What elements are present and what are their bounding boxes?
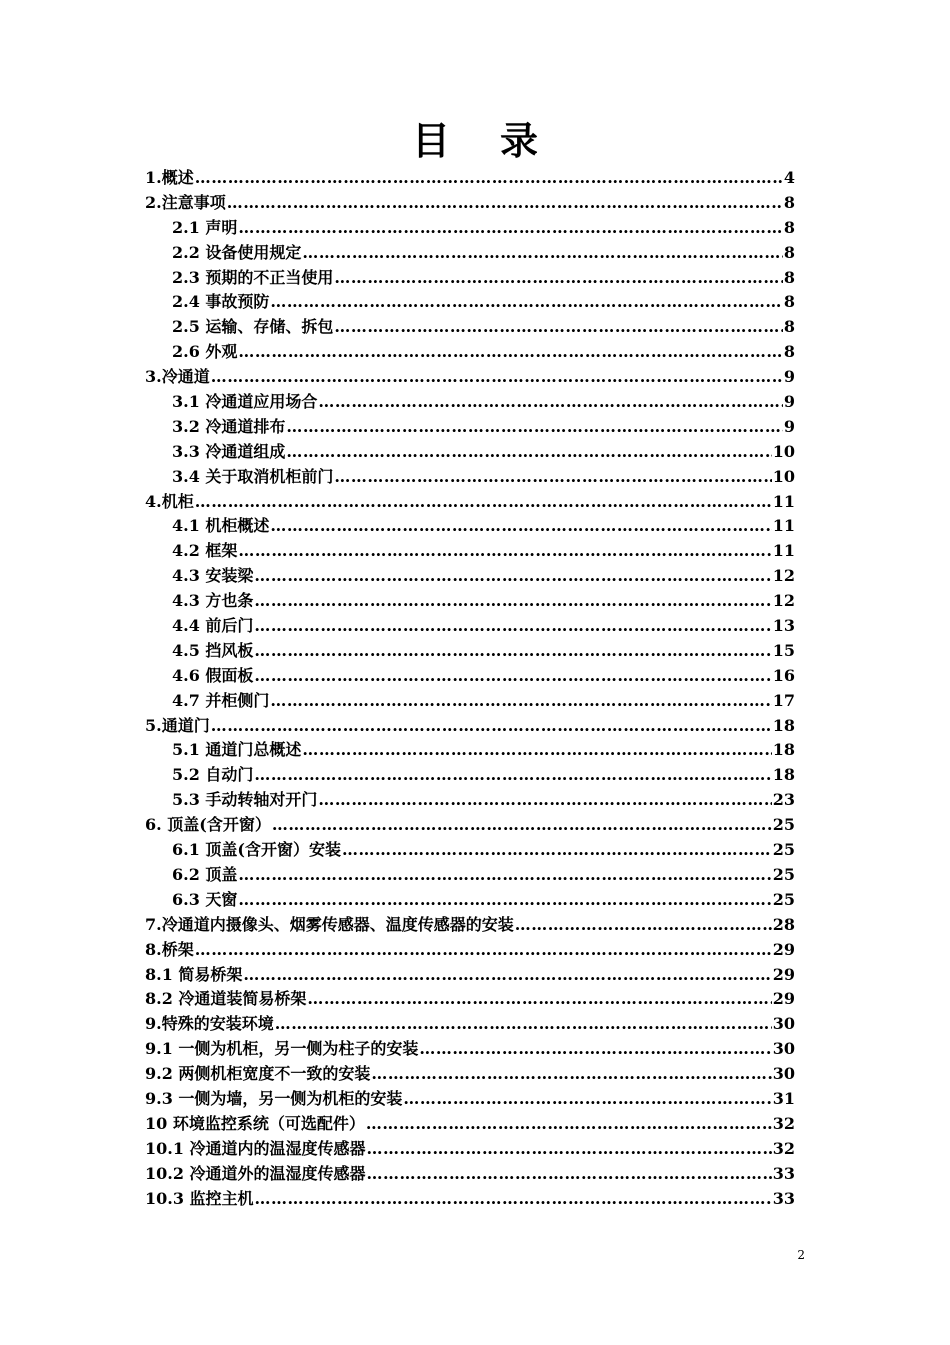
toc-leader-dots xyxy=(403,1087,771,1112)
toc-entry-page: 32 xyxy=(772,1138,795,1158)
toc-entry-label: 4.3 安装梁 xyxy=(172,566,254,586)
toc-leader-dots xyxy=(254,564,771,589)
toc-entry-page: 29 xyxy=(772,964,795,984)
toc-entry-label: 10 环境监控系统（可选配件） xyxy=(145,1113,365,1133)
toc-entry[interactable] xyxy=(145,863,795,888)
toc-entry[interactable] xyxy=(145,639,795,664)
page-title-char-1: 目 xyxy=(411,118,450,163)
toc-leader-dots xyxy=(334,266,782,291)
toc-entry-page: 10 xyxy=(772,441,795,461)
toc-leader-dots xyxy=(238,340,782,365)
toc-entry-page: 18 xyxy=(772,765,795,785)
toc-entry[interactable] xyxy=(145,365,795,390)
toc-entry-page: 8 xyxy=(783,242,795,262)
toc-entry-label: 4.7 并柜侧门 xyxy=(172,690,270,710)
toc-entry[interactable] xyxy=(145,1162,795,1187)
toc-entry-label: 2.5 运输、存储、拆包 xyxy=(172,317,334,337)
toc-entry-page: 12 xyxy=(772,591,795,611)
toc-entry-page: 28 xyxy=(772,914,795,934)
toc-leader-dots xyxy=(211,365,783,390)
toc-entry-label: 6.2 顶盖 xyxy=(172,864,238,884)
toc-leader-dots xyxy=(275,1012,772,1037)
toc-entry[interactable] xyxy=(145,390,795,415)
toc-entry[interactable] xyxy=(145,788,795,813)
toc-leader-dots xyxy=(318,788,771,813)
toc-leader-dots xyxy=(270,514,771,539)
toc-entry[interactable] xyxy=(145,938,795,963)
toc-entry-label: 6.3 天窗 xyxy=(172,889,238,909)
toc-entry[interactable] xyxy=(145,241,795,266)
toc-leader-dots xyxy=(419,1037,771,1062)
toc-entry-label: 9.1 一侧为机柜，另一侧为柱子的安装 xyxy=(145,1039,419,1059)
toc-entry-label: 6.1 顶盖(含开窗）安装 xyxy=(172,840,341,860)
toc-entry-page: 9 xyxy=(783,367,795,387)
toc-entry-page: 25 xyxy=(772,840,795,860)
toc-leader-dots xyxy=(195,490,772,515)
toc-entry-label: 10.3 监控主机 xyxy=(145,1188,254,1208)
toc-entry-label: 9.特殊的安装环境 xyxy=(145,1014,274,1034)
toc-entry-page: 25 xyxy=(772,815,795,835)
toc-entry-label: 10.1 冷通道内的温湿度传感器 xyxy=(145,1138,366,1158)
toc-entry-page: 23 xyxy=(772,790,795,810)
toc-entry[interactable] xyxy=(145,191,795,216)
toc-entry-label: 6. 顶盖(含开窗） xyxy=(145,815,271,835)
toc-entry-label: 3.1 冷通道应用场合 xyxy=(172,392,318,412)
toc-leader-dots xyxy=(211,714,772,739)
toc-entry-page: 12 xyxy=(772,566,795,586)
toc-entry[interactable] xyxy=(145,738,795,763)
toc-entry-page: 30 xyxy=(772,1064,795,1084)
toc-leader-dots xyxy=(238,539,771,564)
toc-entry[interactable] xyxy=(145,290,795,315)
toc-entry[interactable] xyxy=(145,514,795,539)
toc-entry[interactable] xyxy=(145,1062,795,1087)
toc-entry[interactable] xyxy=(145,838,795,863)
toc-entry-label: 2.4 事故预防 xyxy=(172,292,270,312)
toc-leader-dots xyxy=(254,614,771,639)
toc-entry-page: 8 xyxy=(783,192,795,212)
toc-entry[interactable] xyxy=(145,315,795,340)
toc-entry-page: 11 xyxy=(772,541,795,561)
toc-leader-dots xyxy=(367,1162,772,1187)
toc-entry[interactable] xyxy=(145,340,795,365)
toc-entry-page: 8 xyxy=(783,267,795,287)
toc-leader-dots xyxy=(342,838,772,863)
toc-entry-label: 4.4 前后门 xyxy=(172,616,254,636)
toc-entry[interactable] xyxy=(145,216,795,241)
toc-leader-dots xyxy=(307,987,771,1012)
toc-leader-dots xyxy=(515,913,772,938)
toc-entry-page: 9 xyxy=(783,416,795,436)
toc-leader-dots xyxy=(286,440,771,465)
toc-leader-dots xyxy=(366,1112,772,1137)
toc-entry-page: 18 xyxy=(772,740,795,760)
toc-entry-page: 29 xyxy=(772,989,795,1009)
toc-entry-label: 4.5 挡风板 xyxy=(172,640,254,660)
toc-entry[interactable] xyxy=(145,166,795,191)
toc-entry-label: 7.冷通道内摄像头、烟雾传感器、温度传感器的安装 xyxy=(145,914,514,934)
toc-entry-page: 18 xyxy=(772,715,795,735)
toc-leader-dots xyxy=(254,763,771,788)
toc-entry-page: 9 xyxy=(783,392,795,412)
toc-entry-page: 8 xyxy=(783,342,795,362)
toc-entry-label: 9.3 一侧为墙，另一侧为机柜的安装 xyxy=(145,1088,403,1108)
toc-entry[interactable] xyxy=(145,440,795,465)
toc-entry-page: 16 xyxy=(772,665,795,685)
toc-leader-dots xyxy=(318,390,782,415)
toc-leader-dots xyxy=(195,938,772,963)
toc-entry-label: 3.3 冷通道组成 xyxy=(172,441,286,461)
toc-entry-label: 10.2 冷通道外的温湿度传感器 xyxy=(145,1163,366,1183)
toc-entry-page: 31 xyxy=(772,1088,795,1108)
toc-leader-dots xyxy=(243,963,771,988)
toc-entry-label: 5.3 手动转轴对开门 xyxy=(172,790,318,810)
toc-entry-label: 5.1 通道门总概述 xyxy=(172,740,302,760)
toc-leader-dots xyxy=(270,689,771,714)
toc-entry-page: 4 xyxy=(783,168,795,187)
toc-entry-label: 5.通道门 xyxy=(145,715,210,735)
toc-entry-page: 30 xyxy=(772,1014,795,1034)
toc-leader-dots xyxy=(238,216,782,241)
toc-leader-dots xyxy=(254,589,771,614)
toc-entry[interactable] xyxy=(145,888,795,913)
toc-entry-label: 2.6 外观 xyxy=(172,342,238,362)
toc-entry-page: 11 xyxy=(772,491,795,511)
toc-leader-dots xyxy=(371,1062,771,1087)
toc-entry-label: 4.2 框架 xyxy=(172,541,238,561)
page-title-char-2: 录 xyxy=(500,118,539,163)
toc-entry[interactable] xyxy=(145,490,795,515)
toc-entry[interactable] xyxy=(145,1112,795,1137)
table-of-contents xyxy=(145,166,795,1211)
toc-entry-label: 8.1 简易桥架 xyxy=(145,964,243,984)
toc-leader-dots xyxy=(334,315,782,340)
toc-entry-page: 32 xyxy=(772,1113,795,1133)
toc-leader-dots xyxy=(367,1137,772,1162)
toc-entry-label: 1.概述 xyxy=(145,168,194,187)
toc-entry-label: 5.2 自动门 xyxy=(172,765,254,785)
toc-leader-dots xyxy=(238,888,771,913)
toc-entry-page: 25 xyxy=(772,864,795,884)
toc-entry[interactable] xyxy=(145,813,795,838)
toc-entry-label: 8.2 冷通道装简易桥架 xyxy=(145,989,307,1009)
toc-entry-page: 8 xyxy=(783,292,795,312)
toc-entry[interactable] xyxy=(145,266,795,291)
toc-leader-dots xyxy=(238,863,771,888)
toc-entry[interactable] xyxy=(145,465,795,490)
toc-entry-label: 3.4 关于取消机柜前门 xyxy=(172,466,334,486)
toc-entry-label: 4.6 假面板 xyxy=(172,665,254,685)
toc-entry-page: 17 xyxy=(772,690,795,710)
toc-entry[interactable] xyxy=(145,539,795,564)
toc-entry[interactable] xyxy=(145,714,795,739)
toc-entry[interactable] xyxy=(145,589,795,614)
toc-leader-dots xyxy=(302,738,771,763)
toc-entry-page: 13 xyxy=(772,616,795,636)
toc-leader-dots xyxy=(254,639,771,664)
toc-entry-label: 4.机柜 xyxy=(145,491,194,511)
toc-leader-dots xyxy=(286,415,782,440)
toc-leader-dots xyxy=(302,241,782,266)
toc-leader-dots xyxy=(270,290,782,315)
toc-entry[interactable] xyxy=(145,1037,795,1062)
toc-entry[interactable] xyxy=(145,689,795,714)
toc-entry[interactable] xyxy=(145,1012,795,1037)
toc-entry-label: 8.桥架 xyxy=(145,939,194,959)
toc-entry-label: 2.1 声明 xyxy=(172,217,238,237)
page-title xyxy=(0,118,950,164)
toc-entry-label: 3.2 冷通道排布 xyxy=(172,416,286,436)
toc-entry-label: 2.注意事项 xyxy=(145,192,226,212)
toc-entry[interactable] xyxy=(145,564,795,589)
toc-entry[interactable] xyxy=(145,1087,795,1112)
toc-entry-label: 4.1 机柜概述 xyxy=(172,516,270,536)
toc-entry-page: 25 xyxy=(772,889,795,909)
toc-entry-page: 8 xyxy=(783,217,795,237)
toc-leader-dots xyxy=(254,664,771,689)
toc-entry-label: 2.2 设备使用规定 xyxy=(172,242,302,262)
toc-entry-page: 15 xyxy=(772,640,795,660)
toc-entry[interactable] xyxy=(145,963,795,988)
toc-leader-dots xyxy=(195,166,783,191)
toc-leader-dots xyxy=(272,813,772,838)
toc-entry[interactable] xyxy=(145,664,795,689)
toc-entry[interactable] xyxy=(145,987,795,1012)
toc-entry-page: 10 xyxy=(772,466,795,486)
toc-entry[interactable] xyxy=(145,763,795,788)
page-number: 2 xyxy=(797,1248,805,1262)
toc-entry[interactable] xyxy=(145,614,795,639)
toc-entry-label: 3.冷通道 xyxy=(145,367,210,387)
toc-entry-page: 29 xyxy=(772,939,795,959)
toc-entry-page: 33 xyxy=(772,1163,795,1183)
toc-leader-dots xyxy=(227,191,783,216)
toc-entry-label: 9.2 两侧机柜宽度不一致的安装 xyxy=(145,1064,371,1084)
toc-entry[interactable] xyxy=(145,913,795,938)
toc-entry[interactable] xyxy=(145,1137,795,1162)
toc-entry[interactable] xyxy=(145,1187,795,1212)
toc-entry-page: 33 xyxy=(772,1188,795,1208)
toc-entry-label: 2.3 预期的不正当使用 xyxy=(172,267,334,287)
toc-leader-dots xyxy=(255,1187,772,1212)
toc-entry-page: 30 xyxy=(772,1039,795,1059)
toc-leader-dots xyxy=(334,465,771,490)
toc-entry-page: 8 xyxy=(783,317,795,337)
toc-entry-page: 11 xyxy=(772,516,795,536)
toc-entry[interactable] xyxy=(145,415,795,440)
toc-entry-label: 4.3 方也条 xyxy=(172,591,254,611)
